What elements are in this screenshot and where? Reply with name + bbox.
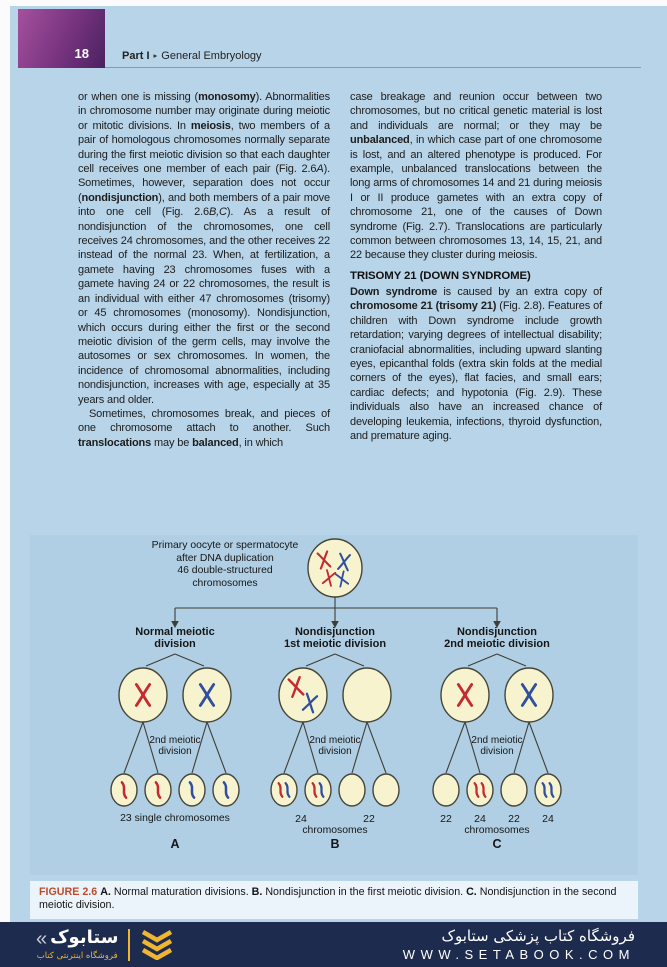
figure-column-title: Nondisjunction 2nd meiotic division <box>444 626 550 651</box>
count-label: 22 <box>440 813 452 825</box>
setabook-logo <box>36 929 174 961</box>
footer-watermark <box>0 922 667 967</box>
body-text <box>78 90 602 450</box>
count-unit-c: chromosomes <box>464 825 530 836</box>
count-label: 24 <box>295 813 307 825</box>
figure-top-label: Primary oocyte or spermatocyte after DNA duplication 46 double-structured chromosomes <box>151 540 299 589</box>
right-column <box>350 90 602 450</box>
logo-tagline: فروشگاه اینترنتی کتاب <box>36 950 118 961</box>
header-rule <box>105 67 641 68</box>
section-heading: TRISOMY 21 (DOWN SYNDROME) <box>350 269 531 282</box>
separator-icon: ▸ <box>153 51 158 60</box>
panel-letter-a: A <box>170 837 180 851</box>
logo-guillemet-icon: « <box>36 927 48 950</box>
paragraph: Down syndrome is caused by an extra copy of chromosome 21 (trisomy 21) (Fig. 2.8). Features of children with Down syndrome include growth retardation; varying degrees of intellectual disability; craniofacial abnormalities, including upward slanting eyes, epicanthal folds (extra skin folds at the medial corners of the eyes), flat facies, and small ears; cardiac defects; and hypotonia (Fig. 2.9). These individuals also have an increased chance of developing leukemia, infections, thyroid dysfunction, and premature aging. <box>350 285 603 442</box>
second-division-label: 2nd meiotic division <box>471 735 523 758</box>
figure-2-6-diagram <box>30 535 638 875</box>
chapter-color-block <box>18 9 105 68</box>
page-number: 18 <box>74 46 89 61</box>
part-label: Part I <box>122 50 150 62</box>
logo-wordmark-block <box>36 929 118 961</box>
paragraph: Sometimes, chromosomes break, and pieces of one chromosome attach to another. Such translocations may be balanced, in which <box>78 407 330 449</box>
site-url: WWW.SETABOOK.COM <box>402 946 635 962</box>
panel-letter-b: B <box>330 837 340 851</box>
figure-column-title: Normal meiotic division <box>135 626 215 651</box>
left-column <box>78 90 330 450</box>
logo-wordmark: ستابوک <box>50 927 119 949</box>
result-label-a: 23 single chromosomes <box>120 813 230 824</box>
paragraph: case breakage and reunion occur between two chromosomes, but no critical genetic material is lost and individuals are normal; or they may be unbalanced, in which case part of one chromosome is lost, and an altered phenotype is produced. For example, unbalanced translocations between the long arms of chromosomes 14 and 21 during meiosis I or II produce gametes with an extra copy of chromosome 21, one of the causes of Down syndrome (Fig. 2.7). Translocations are particularly common between chromosomes 13, 14, 15, 21, and 22 because they cluster during meiosis. <box>350 91 602 262</box>
store-name: فروشگاه کتاب پزشکی ستابوک <box>441 926 635 945</box>
figure-caption: FIGURE 2.6 A. Normal maturation divisions. B. Nondisjunction in the first meiotic division. C. Nondisjunction in the second meiotic division. <box>30 881 638 919</box>
count-label: 22 <box>363 813 375 825</box>
second-division-label: 2nd meiotic division <box>309 735 361 758</box>
textbook-page <box>10 6 667 922</box>
count-unit-b: chromosomes <box>302 825 368 836</box>
second-division-label: 2nd meiotic division <box>149 735 201 758</box>
figure-column-title: Nondisjunction 1st meiotic division <box>283 626 387 651</box>
running-head <box>122 50 262 62</box>
running-head-title: General Embryology <box>161 50 262 62</box>
setabook-chevrons-icon <box>140 930 174 960</box>
panel-letter-c: C <box>492 837 502 851</box>
count-label: 24 <box>542 813 554 825</box>
footer-text-block <box>403 928 635 962</box>
paragraph: or when one is missing (monosomy). Abnormalities in chromosome number may originate during meiotic or mitotic divisions. In meiosis, two members of a pair of homologous chromosomes normally separate during the first meiotic division so that each daughter cell receives one member of each pair (Fig. 2.6A). Sometimes, however, separation does not occur (nondisjunction), and both members of a pair move into one cell (Fig. 2.6B,C). As a result of nondisjunction of the chromosomes, one cell receives 24 chromosomes, and the other receives 22 instead of the normal 23. When, at fertilization, a gamete having 23 chromosomes fuses with a gamete having 24 or 22 chromosomes, the result is an individual with either 47 chromosomes (trisomy) or 45 chromosomes (monosomy). Nondisjunction, which occurs during either the first or the second meiotic division of the germ cells, may involve the autosomes or sex chromosomes. In women, the incidence of chromosomal abnormalities, including nondisjunction, increases with age, especially at 35 years and older. <box>78 91 330 406</box>
count-label: 22 <box>508 813 520 825</box>
count-label: 24 <box>474 813 486 825</box>
footer-divider <box>128 929 130 961</box>
primary-oocyte-cell <box>308 539 362 597</box>
